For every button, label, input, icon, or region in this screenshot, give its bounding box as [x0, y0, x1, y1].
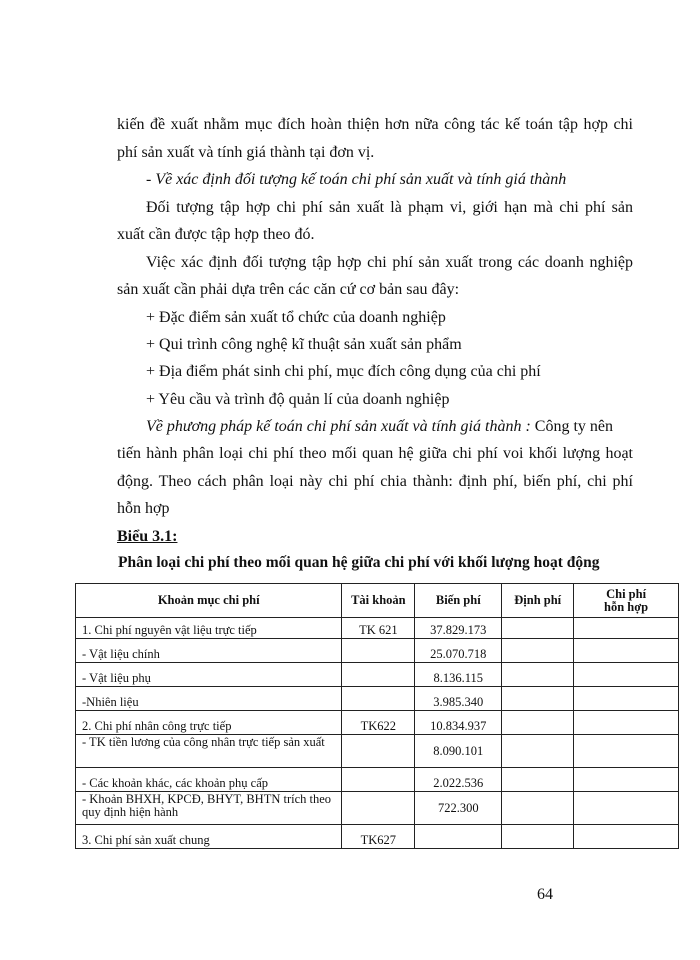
- cell-variable: 2.022.536: [415, 768, 502, 792]
- cell-account: [342, 663, 415, 687]
- cell-variable: 8.090.101: [415, 735, 502, 768]
- cell-fixed: [502, 618, 574, 639]
- cell-fixed: [502, 768, 574, 792]
- header-account: Tài khoản: [342, 584, 415, 618]
- cell-mixed: [574, 825, 679, 849]
- bullet-item: + Đặc điểm sản xuất tổ chức của doanh nghiệp: [146, 309, 446, 326]
- cell-variable: [415, 825, 502, 849]
- cell-mixed: [574, 639, 679, 663]
- paragraph-line: động. Theo cách phân loại này chi phí chia thành: định phí, biến phí, chi phí: [117, 473, 633, 490]
- cell-item: - Vật liệu phụ: [76, 663, 342, 687]
- header-item: Khoản mục chi phí: [76, 584, 342, 618]
- cell-item: 3. Chi phí sản xuất chung: [76, 825, 342, 849]
- cell-item: - Khoản BHXH, KPCĐ, BHYT, BHTN trích theo quy định hiện hành: [76, 792, 342, 825]
- cell-item: 1. Chi phí nguyên vật liệu trực tiếp: [76, 618, 342, 639]
- header-variable-cost: Biến phí: [415, 584, 502, 618]
- cell-account: TK622: [342, 711, 415, 735]
- paragraph-line: sản xuất cần phải dựa trên các căn cứ cơ bản sau đây:: [117, 281, 460, 298]
- cell-mixed: [574, 711, 679, 735]
- cell-fixed: [502, 639, 574, 663]
- table-row: [76, 735, 679, 768]
- header-mixed-cost: [574, 584, 679, 618]
- cell-mixed: [574, 687, 679, 711]
- table-row: [76, 663, 679, 687]
- cell-item: 2. Chi phí nhân công trực tiếp: [76, 711, 342, 735]
- table-row: [76, 639, 679, 663]
- section-heading: - Về xác định đối tượng kế toán chi phí sản xuất và tính giá thành: [146, 171, 567, 188]
- cell-account: [342, 639, 415, 663]
- cell-item: - TK tiền lương của công nhân trực tiếp sản xuất: [76, 735, 342, 768]
- cell-variable: 37.829.173: [415, 618, 502, 639]
- cost-classification-table: [75, 583, 679, 849]
- cell-mixed: [574, 618, 679, 639]
- paragraph-line: hỗn hợp: [117, 500, 170, 517]
- page-number: 64: [537, 886, 553, 903]
- cell-account: [342, 735, 415, 768]
- table-row: [76, 711, 679, 735]
- cell-mixed: [574, 792, 679, 825]
- header-mixed-line2: hỗn hợp: [604, 599, 649, 614]
- paragraph-text: Công ty nên: [530, 418, 613, 435]
- bullet-item: + Qui trình công nghệ kĩ thuật sản xuất sản phẩm: [146, 336, 462, 353]
- paragraph-line: tiến hành phân loại chi phí theo mối quan hệ giữa chi phí voi khối lượng hoạt: [117, 445, 633, 462]
- cell-account: [342, 792, 415, 825]
- cell-variable: 3.985.340: [415, 687, 502, 711]
- cell-fixed: [502, 663, 574, 687]
- table-row: [76, 792, 679, 825]
- cell-item: - Các khoản khác, các khoản phụ cấp: [76, 768, 342, 792]
- table-header-row: [76, 584, 679, 618]
- header-mixed-line1: Chi phí: [606, 586, 647, 601]
- cell-fixed: [502, 735, 574, 768]
- cell-mixed: [574, 735, 679, 768]
- cell-item: - Vật liệu chính: [76, 639, 342, 663]
- cell-mixed: [574, 768, 679, 792]
- cell-variable: 722.300: [415, 792, 502, 825]
- cell-fixed: [502, 825, 574, 849]
- paragraph-line: xuất cần được tập hợp theo đó.: [117, 226, 315, 243]
- cell-variable: 8.136.115: [415, 663, 502, 687]
- table-label: Biểu 3.1:: [117, 528, 178, 545]
- cell-item: -Nhiên liệu: [76, 687, 342, 711]
- header-fixed-cost: Định phí: [502, 584, 574, 618]
- cell-fixed: [502, 792, 574, 825]
- table-row: [76, 825, 679, 849]
- paragraph-line: Việc xác định đối tượng tập hợp chi phí sản xuất trong các doanh nghiệp: [146, 254, 633, 271]
- cell-fixed: [502, 687, 574, 711]
- italic-lead: Về phương pháp kế toán chi phí sản xuất và tính giá thành :: [146, 418, 531, 435]
- table-row: [76, 618, 679, 639]
- cell-mixed: [574, 663, 679, 687]
- bullet-item: + Yêu cầu và trình độ quản lí của doanh nghiệp: [146, 391, 450, 408]
- bullet-item: + Địa điểm phát sinh chi phí, mục đích công dụng của chi phí: [146, 363, 541, 380]
- paragraph-line: phí sản xuất và tính giá thành tại đơn vị.: [117, 144, 375, 161]
- cell-account: [342, 768, 415, 792]
- cell-account: TK 621: [342, 618, 415, 639]
- paragraph-line: [146, 417, 613, 437]
- table-row: [76, 768, 679, 792]
- table-title: Phân loại chi phí theo mối quan hệ giữa chi phí với khối lượng hoạt động: [118, 554, 600, 571]
- paragraph-line: kiến đề xuất nhằm mục đích hoàn thiện hơn nữa công tác kế toán tập hợp chi: [117, 116, 633, 133]
- cell-account: TK627: [342, 825, 415, 849]
- paragraph-line: Đối tượng tập hợp chi phí sản xuất là phạm vi, giới hạn mà chi phí sản: [146, 199, 633, 216]
- table-row: [76, 687, 679, 711]
- cell-variable: 10.834.937: [415, 711, 502, 735]
- cell-variable: 25.070.718: [415, 639, 502, 663]
- cell-fixed: [502, 711, 574, 735]
- cell-account: [342, 687, 415, 711]
